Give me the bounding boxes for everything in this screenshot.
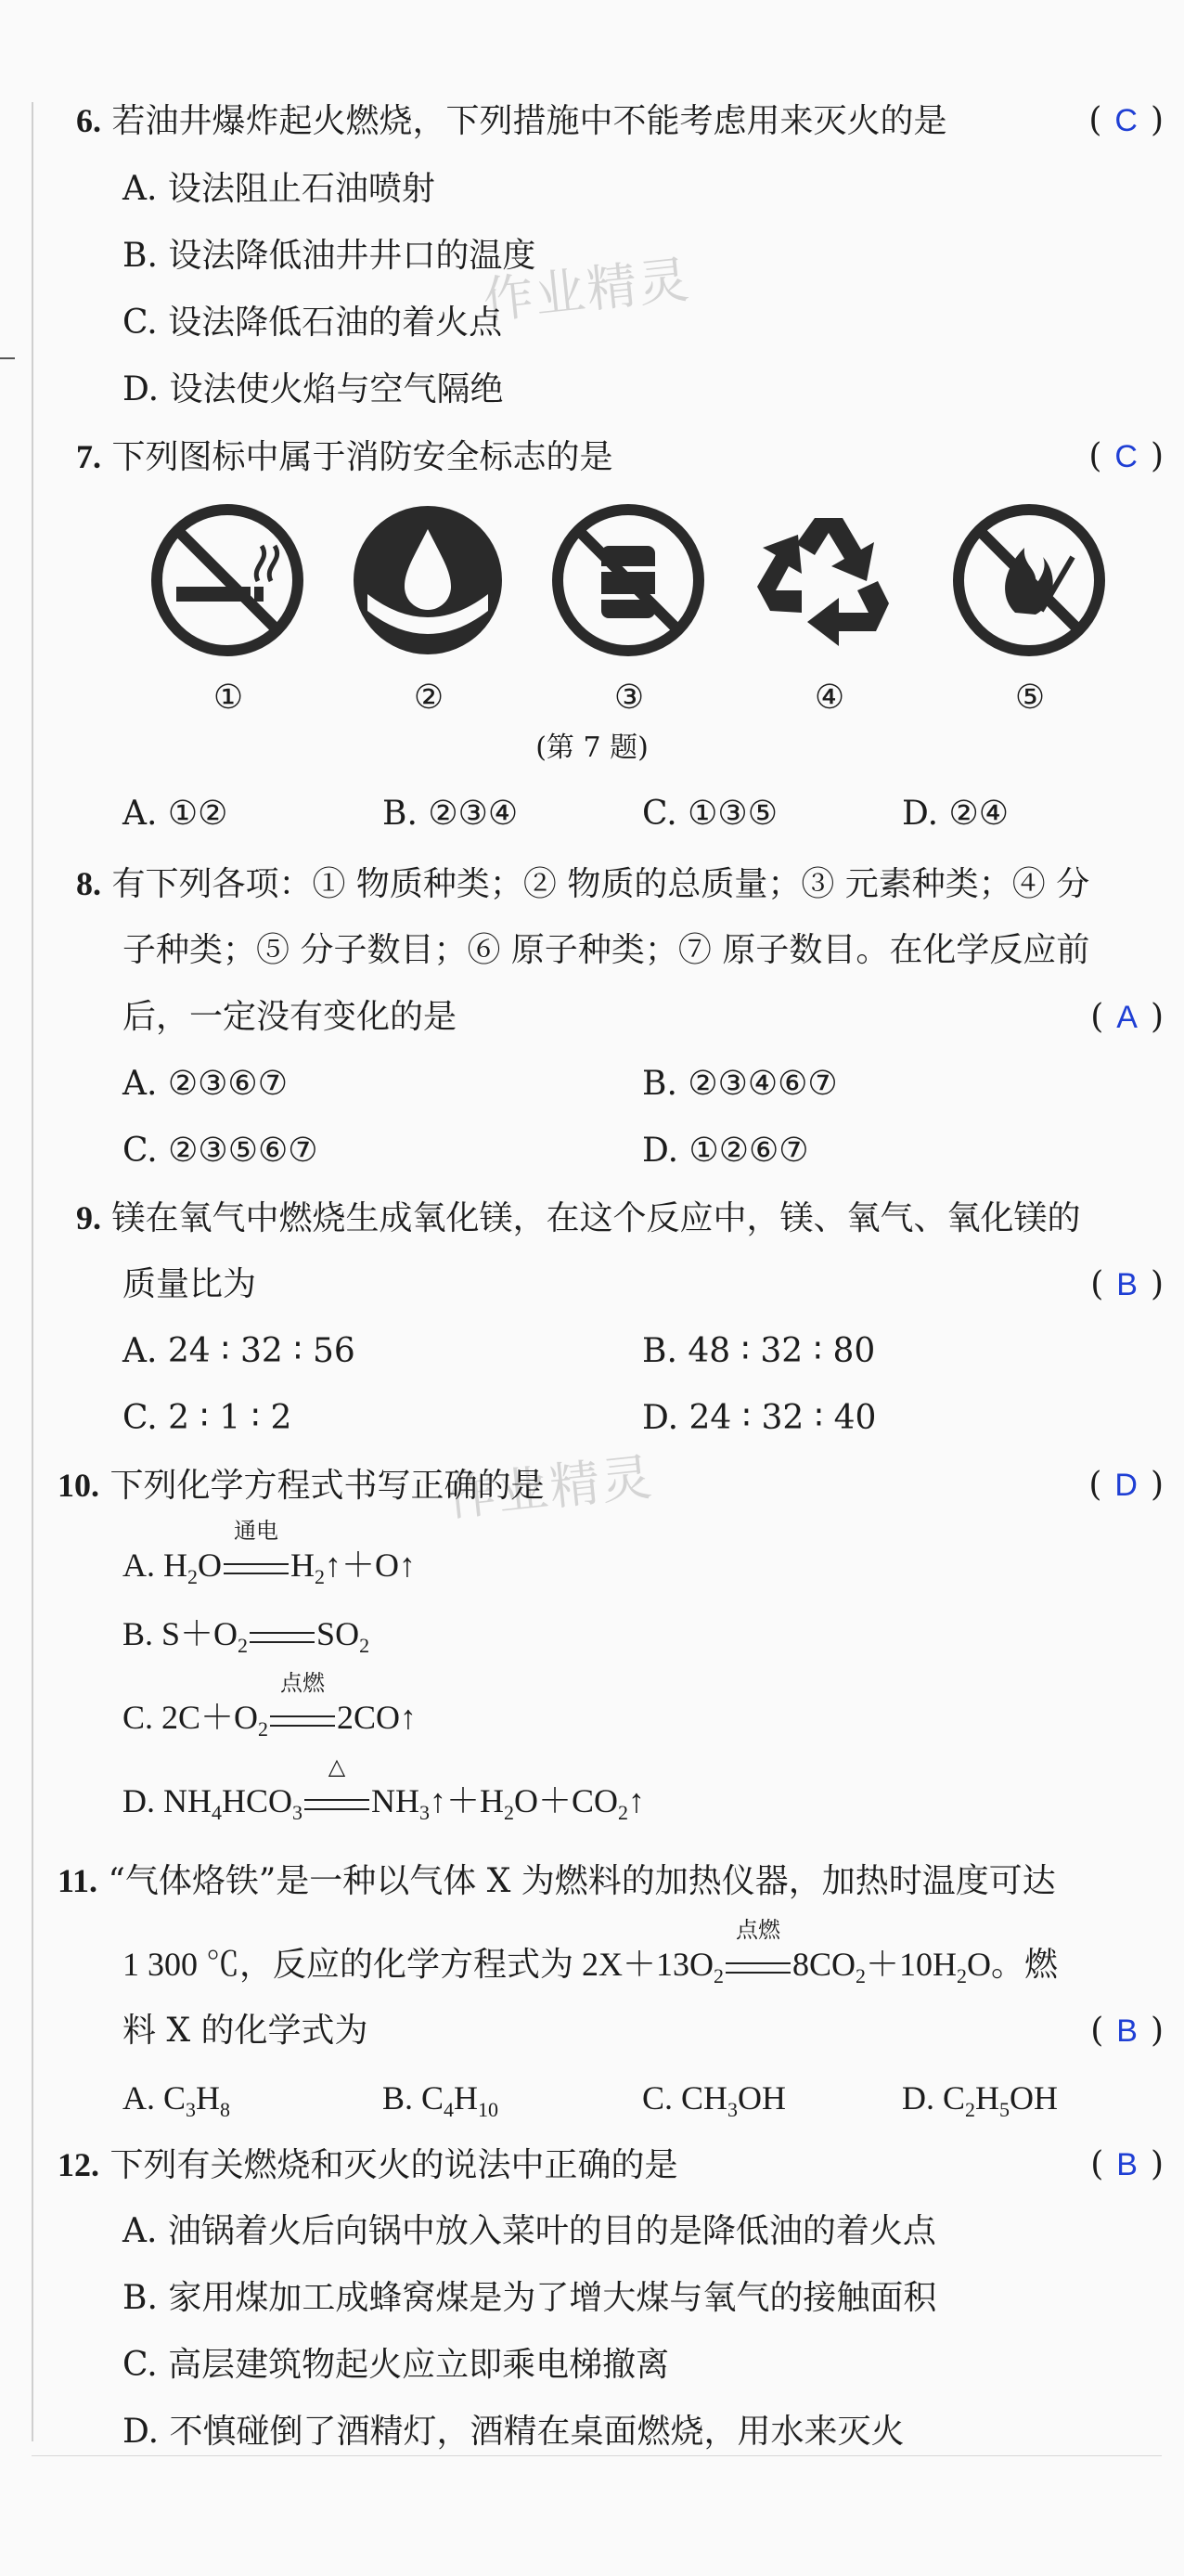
- question-number: 9.: [76, 1199, 101, 1236]
- option-label: D.: [122, 1782, 155, 1819]
- question-text: 有下列各项：① 物质种类；② 物质的总质量；③ 元素种类；④ 分: [111, 865, 1090, 903]
- option-label: A.: [122, 2079, 155, 2116]
- question-6: [76, 100, 946, 142]
- option: C. ①③⑤: [642, 795, 778, 833]
- sign-row: [148, 501, 1132, 678]
- question-11: [58, 1860, 1056, 1902]
- answer-letter: C: [1114, 103, 1138, 138]
- watermark: 作业精灵: [480, 250, 694, 330]
- question-9: [76, 1197, 1080, 1239]
- answer-letter: B: [1116, 2147, 1138, 2182]
- no-smoking-sign-icon: [148, 501, 306, 659]
- option: A. ②③⑥⑦: [122, 1065, 288, 1103]
- sign-label: ②: [413, 679, 444, 717]
- question-10: [58, 1465, 544, 1507]
- option: C. 2 ∶ 1 ∶ 2: [122, 1399, 292, 1437]
- option: D. 24 ∶ 32 ∶ 40: [642, 1399, 877, 1437]
- option: A. $C_3H_8$: [122, 2079, 231, 2121]
- question-text: 1 300 ℃，反应的化学方程式为 $2X+13O_2$ 点燃 $8CO_2+10H_2O$。燃: [122, 1919, 1059, 1987]
- reaction-condition: 通电: [234, 1520, 278, 1544]
- question-text: 质量比为: [122, 1265, 257, 1303]
- question-number: 6.: [76, 102, 101, 139]
- option: A. 油锅着火后向锅中放入菜叶的目的是降低油的着火点: [122, 2212, 936, 2250]
- sign-label: ⑤: [1014, 679, 1046, 717]
- question-text: 子种类；⑤ 分子数目；⑥ 原子种类；⑦ 原子数目。在化学反应前: [122, 931, 1090, 969]
- answer-bracket: ( D ): [1088, 1466, 1164, 1504]
- question-number: 12.: [58, 2146, 99, 2183]
- no-fuel-drum-sign-icon: [549, 501, 707, 659]
- reaction-condition: 点燃: [736, 1919, 780, 1943]
- question-number: 8.: [76, 865, 101, 902]
- option: D. ②④: [902, 795, 1010, 833]
- option-label: B.: [122, 1615, 154, 1652]
- question-text: 下列图标中属于消防安全标志的是: [111, 438, 613, 476]
- option: B. $C_4H_{10}$: [382, 2079, 499, 2121]
- question-text: 镁在氧气中燃烧生成氧化镁，在这个反应中，镁、氧气、氧化镁的: [111, 1199, 1081, 1237]
- option: D. ①②⑥⑦: [642, 1132, 809, 1170]
- answer-letter: D: [1114, 1468, 1138, 1503]
- option: C. 设法降低石油的着火点: [122, 304, 503, 342]
- answer-bracket: ( C ): [1088, 437, 1164, 475]
- option-label: B.: [382, 2079, 414, 2116]
- option: A. 设法阻止石油喷射: [122, 170, 435, 208]
- equation-option-b: B. $S+O_2$ $SO_2$: [122, 1615, 370, 1657]
- question-text: 下列化学方程式书写正确的是: [109, 1467, 545, 1505]
- option-label: D.: [902, 2079, 934, 2116]
- question-7: [76, 436, 612, 478]
- text-segment: 1 300 ℃，反应的化学方程式为 2X＋13O: [122, 1946, 714, 1983]
- bottom-rule: [32, 2455, 1162, 2456]
- option-label: C.: [642, 2079, 674, 2116]
- sign-label: ①: [212, 679, 244, 717]
- answer-bracket: ( A ): [1090, 998, 1164, 1036]
- option: A. 24 ∶ 32 ∶ 56: [122, 1332, 355, 1370]
- answer-bracket: ( C ): [1088, 101, 1164, 139]
- question-text: 若油井爆炸起火燃烧，下列措施中不能考虑用来灭火的是: [111, 102, 947, 140]
- answer-bracket: ( B ): [1090, 1265, 1164, 1303]
- answer-letter: B: [1116, 1267, 1138, 1302]
- flammable-liquid-sign-icon: [349, 501, 507, 659]
- question-text: 后，一定没有变化的是: [122, 998, 457, 1036]
- question-number: 7.: [76, 438, 101, 475]
- option: B. ②③④⑥⑦: [642, 1065, 838, 1103]
- answer-bracket: ( B ): [1090, 2012, 1164, 2050]
- question-12: [58, 2144, 677, 2186]
- answer-letter: A: [1116, 1000, 1138, 1035]
- watermark: 作业精灵: [443, 1447, 657, 1528]
- margin-line: [32, 102, 33, 2441]
- question-text: 料 X 的化学式为: [122, 2012, 368, 2050]
- equation-option-d: D. $NH_4HCO_3$ △ $NH_3↑+H_2O+CO_2↑$: [122, 1755, 646, 1824]
- question-8: [76, 863, 1089, 905]
- option: B. 48 ∶ 32 ∶ 80: [642, 1332, 876, 1370]
- option: D. $C_2H_5OH$: [902, 2079, 1059, 2121]
- question-text: 下列有关燃烧和灭火的说法中正确的是: [109, 2146, 678, 2184]
- option: B. 设法降低油井井口的温度: [122, 237, 536, 275]
- recycle-sign-icon: [750, 501, 907, 659]
- option: D. 设法使火焰与空气隔绝: [122, 370, 504, 408]
- figure-caption: (第 7 题): [535, 731, 649, 764]
- question-number: 10.: [58, 1467, 99, 1504]
- equation-option-c: C. $2C+O_2$ 点燃 2CO↑: [122, 1672, 418, 1741]
- no-fire-sign-icon: [950, 501, 1108, 659]
- sign-label: ④: [814, 679, 845, 717]
- answer-letter: B: [1116, 2013, 1138, 2049]
- text-segment: 。燃: [991, 1946, 1059, 1983]
- option-label: C.: [122, 1699, 154, 1736]
- option: B. ②③④: [382, 795, 519, 833]
- option: C. $CH_3OH$: [642, 2079, 787, 2121]
- option: C. ②③⑤⑥⑦: [122, 1132, 318, 1170]
- option: B. 家用煤加工成蜂窝煤是为了增大煤与氧气的接触面积: [122, 2279, 937, 2317]
- option-label: A.: [122, 1547, 155, 1584]
- answer-bracket: ( B ): [1090, 2145, 1164, 2183]
- option: C. 高层建筑物起火应立即乘电梯撤离: [122, 2346, 670, 2384]
- sign-label: ③: [613, 679, 645, 717]
- reaction-condition: 点燃: [280, 1672, 326, 1696]
- margin-tick: [0, 357, 15, 359]
- equation-option-a: A. $H_2O$ 通电 $H_2↑+O↑$: [122, 1520, 416, 1588]
- reaction-condition: △: [328, 1755, 346, 1780]
- answer-letter: C: [1114, 439, 1138, 474]
- question-text: “气体烙铁”是一种以气体 X 为燃料的加热仪器，加热时温度可达: [108, 1862, 1056, 1900]
- option: D. 不慎碰倒了酒精灯，酒精在桌面燃烧，用水来灭火: [122, 2413, 905, 2451]
- question-number: 11.: [58, 1862, 98, 1899]
- option: A. ①②: [122, 795, 228, 833]
